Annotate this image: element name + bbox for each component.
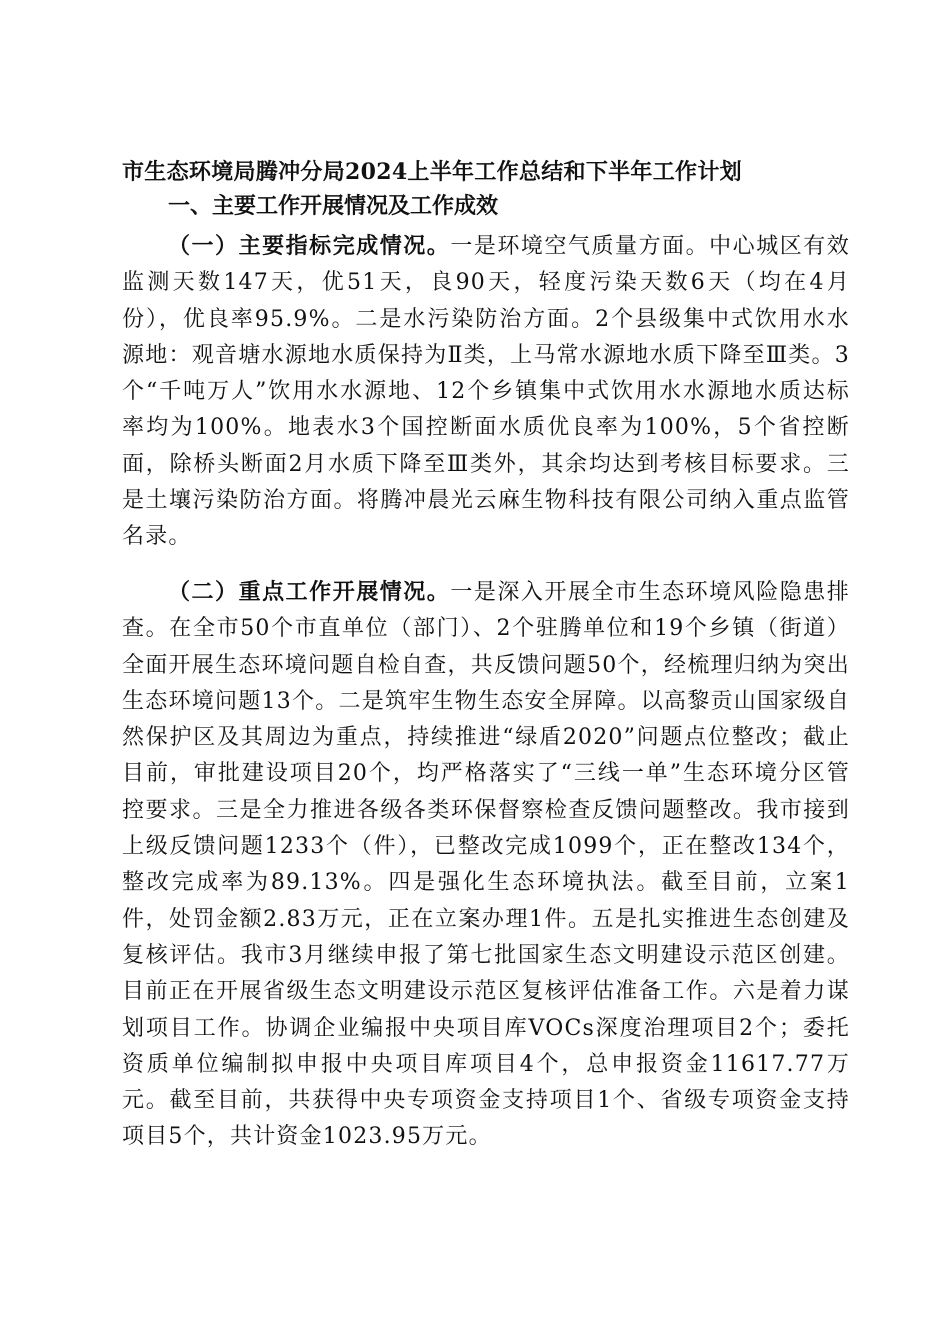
paragraph-lead-key-work: （二）重点工作开展情况。: [168, 579, 451, 605]
section-heading: 一、主要工作开展情况及工作成效: [168, 193, 499, 219]
document-title: 市生态环境局腾冲分局2024上半年工作总结和下半年工作计划: [122, 159, 742, 185]
paragraph-body-key-work: 一是深入开展全市生态环境风险隐患排查。在全市50个市直单位（部门）、2个驻腾单位和19个乡镇（街道）全面开展生态环境问题自检自查，共反馈问题50个，经梳理归纳为突出生态环境问题13个。二是筑牢生物生态安全屏障。以高黎贡山国家级自然保护区及其周边为重点，持续推进“绿盾2020”问题点位整改；截止目前，审批建设项目20个，均严格落实了“三线一单”生态环境分区管控要求。三是全力推进各级各类环保督察检查反馈问题整改。我市接到上级反馈问题1233个（件），已整改完成1099个，正在整改134个，整改完成率为89.13%。四是强化生态环境执法。截至目前，立案1件，处罚金额2.83万元，正在立案办理1件。五是扎实推进生态创建及复核评估。我市3月继续申报了第七批国家生态文明建设示范区创建。目前正在开展省级生态文明建设示范区复核评估准备工作。六是着力谋划项目工作。协调企业编报中央项目库VOCs深度治理项目2个；委托资质单位编制拟申报中央项目库项目4个，总申报资金11617.77万元。截至目前，共获得中央专项资金支持项目1个、省级专项资金支持项目5个，共计资金1023.95万元。: [122, 580, 850, 1150]
paragraph-key-work: [122, 574, 850, 1156]
paragraph-body-main-indicators: 一是环境空气质量方面。中心城区有效监测天数147天，优51天，良90天，轻度污染天数6天（均在4月份），优良率95.9%。二是水污染防治方面。2个县级集中式饮用水水源地：观音塘水源地水质保持为Ⅱ类，上马常水源地水质下降至Ⅲ类。3个“千吨万人”饮用水水源地、12个乡镇集中式饮用水水源地水质达标率均为100%。地表水3个国控断面水质优良率为100%，5个省控断面，除桥头断面2月水质下降至Ⅲ类外，其余均达到考核目标要求。三是土壤污染防治方面。将腾冲晨光云麻生物科技有限公司纳入重点监管名录。: [122, 234, 850, 550]
paragraph-lead-main-indicators: （一）主要指标完成情况。: [168, 233, 451, 259]
paragraph-main-indicators: [122, 228, 850, 556]
